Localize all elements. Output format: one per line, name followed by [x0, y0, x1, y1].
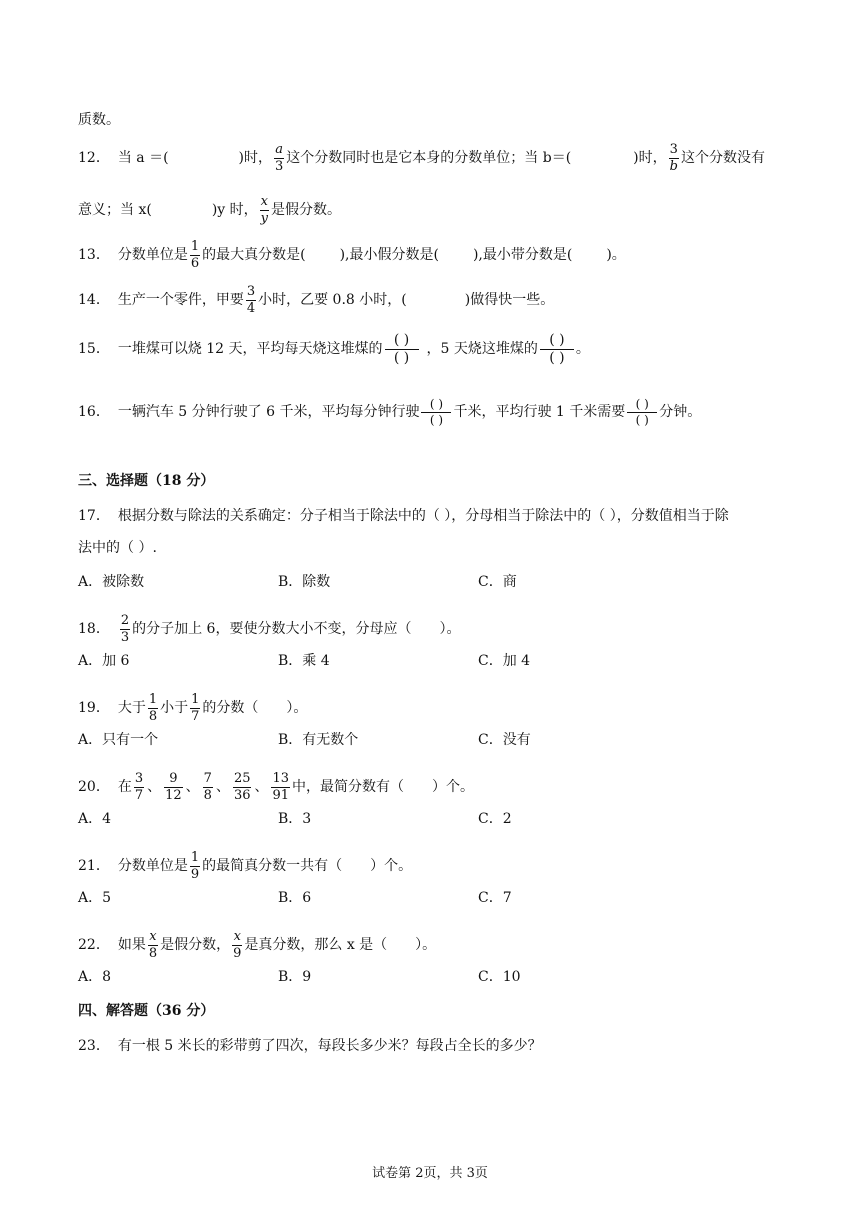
numerator-blank: ( )	[429, 397, 444, 411]
question-22	[78, 930, 790, 960]
denominator: 91	[272, 787, 290, 803]
q17-options	[78, 575, 790, 591]
question-17-continued	[78, 541, 790, 555]
option-b[interactable]: B．9	[278, 969, 312, 985]
option-b[interactable]: B．3	[278, 811, 312, 827]
option-b[interactable]: B．有无数个	[278, 732, 359, 748]
option-a[interactable]: A．8	[78, 969, 112, 985]
q16-text-1: 一辆汽车 5 分钟行驶了 6 千米，平均每分钟行驶	[117, 404, 420, 421]
numerator: 25	[233, 771, 251, 786]
question-number: 14．	[78, 292, 110, 309]
fraction	[190, 693, 200, 723]
q18-options	[78, 654, 790, 670]
numerator-blank: ( )	[635, 397, 649, 411]
question-number: 20．	[78, 779, 110, 796]
denominator-blank: ( )	[393, 349, 410, 366]
question-number: 19．	[78, 700, 110, 717]
q12-text-2: )时，	[238, 150, 273, 167]
q13-text-3: ),最小假分数是(	[339, 247, 439, 264]
question-number: 18．	[78, 621, 110, 638]
fraction	[148, 693, 158, 723]
denominator: 7	[134, 787, 144, 803]
q20-text-2: 中，最简分数有（ ）个。	[292, 779, 475, 796]
q16-text-2: 千米，平均行驶 1 千米需要	[453, 404, 626, 421]
question-12	[78, 143, 790, 173]
q12-text-1: 当 a ＝(	[117, 150, 169, 167]
fraction	[203, 772, 213, 802]
section-title: 三、选择题（18 分）	[78, 473, 215, 489]
denominator-blank: ( )	[429, 412, 444, 427]
numerator: x	[233, 929, 241, 944]
fraction	[120, 614, 130, 644]
denominator: b	[669, 158, 678, 174]
section-heading-solve	[78, 1004, 790, 1018]
option-a[interactable]: A．加 6	[78, 653, 130, 669]
question-18	[78, 614, 790, 644]
q12-text-6: 意义；当 x(	[78, 202, 152, 219]
list-separator: 、	[215, 779, 230, 796]
q17-text-1: 根据分数与除法的关系确定：分子相当于除法中的（ ），分母相当于除法中的（ ），分数值相当于除	[117, 508, 729, 524]
numerator-blank: ( )	[393, 332, 410, 348]
q14-text-1: 生产一个零件，甲要	[117, 292, 244, 309]
fraction-blank[interactable]	[385, 333, 419, 365]
question-14	[78, 285, 790, 315]
denominator: 6	[190, 255, 200, 271]
fraction	[669, 143, 679, 173]
fraction	[274, 143, 284, 173]
numerator-blank: ( )	[549, 332, 565, 348]
fraction	[232, 930, 242, 960]
q19-text-3: 的分数（ ）。	[202, 700, 308, 717]
numerator: 1	[148, 692, 158, 707]
q14-text-2: 小时，乙要 0.8 小时，(	[258, 292, 407, 309]
question-15	[78, 333, 790, 365]
question-number: 16．	[78, 404, 110, 421]
option-b[interactable]: B．乘 4	[278, 653, 330, 669]
q19-text-2: 小于	[160, 700, 189, 717]
option-c[interactable]: C．商	[478, 574, 517, 590]
question-16	[78, 398, 790, 426]
option-b[interactable]: B．6	[278, 890, 312, 906]
q22-text-3: 是真分数，那么 x 是（ ）。	[244, 937, 437, 954]
q17-text-2: 法中的（ ）.	[78, 540, 157, 556]
fraction-blank[interactable]	[421, 398, 451, 426]
question-number: 13．	[78, 247, 110, 264]
denominator: 9	[190, 866, 200, 882]
q13-text-2: 的最大真分数是(	[202, 247, 306, 264]
q13-text-4: ),最小带分数是(	[472, 247, 573, 264]
question-number: 12．	[78, 150, 110, 167]
option-a[interactable]: A．4	[78, 811, 112, 827]
q15-text-1: 一堆煤可以烧 12 天，平均每天烧这堆煤的	[117, 341, 383, 358]
denominator: 8	[148, 708, 158, 724]
denominator-blank: ( )	[549, 349, 565, 366]
fraction	[233, 772, 252, 802]
q12-text-8: 是假分数。	[271, 202, 341, 219]
denominator: 4	[246, 300, 256, 316]
numerator: 9	[169, 771, 178, 786]
q12-text-4: )时，	[633, 150, 667, 167]
denominator: 7	[191, 708, 200, 724]
q19-text-1: 大于	[117, 700, 146, 717]
q21-options	[78, 891, 790, 907]
q15-text-2: ，5 天烧这堆煤的	[426, 341, 538, 358]
fraction	[134, 772, 144, 802]
q19-options	[78, 733, 790, 749]
q21-text-1: 分数单位是	[117, 858, 188, 875]
option-c[interactable]: C．7	[478, 890, 512, 906]
numerator: 2	[120, 613, 130, 628]
fraction	[190, 240, 200, 270]
denominator: 9	[233, 945, 242, 961]
denominator: 3	[120, 629, 130, 645]
numerator: 1	[190, 850, 200, 865]
fraction	[190, 851, 200, 881]
page-footer: 试卷第 2页，共 3页	[372, 1166, 488, 1181]
question-number: 22．	[78, 937, 110, 954]
q12-text-5: 这个分数没有	[680, 150, 765, 167]
q22-options	[78, 970, 790, 986]
denominator: 12	[165, 787, 182, 803]
q13-text-5: )。	[606, 247, 626, 264]
numerator: 13	[272, 771, 290, 786]
q20-text-1: 在	[117, 779, 132, 796]
section-heading-choice	[78, 474, 790, 488]
numerator: 3	[669, 142, 678, 157]
q18-text-1: 的分子加上 6，要使分数大小不变，分母应（ ）。	[132, 621, 461, 638]
question-21	[78, 851, 790, 881]
q23-text: 有一根 5 米长的彩带剪了四次，每段长多少米？每段占全长的多少？	[117, 1038, 542, 1054]
denominator: 8	[148, 945, 158, 961]
list-separator: 、	[147, 779, 162, 796]
option-b[interactable]: B．除数	[278, 574, 331, 590]
numerator: 3	[134, 771, 144, 786]
q13-text-1: 分数单位是	[117, 247, 188, 264]
option-c[interactable]: C．2	[478, 811, 512, 827]
question-12-continued	[78, 195, 790, 225]
fraction	[271, 772, 290, 802]
carry-text-label: 质数。	[78, 112, 120, 128]
option-c[interactable]: C．加 4	[478, 653, 531, 669]
fraction	[246, 285, 256, 315]
option-c[interactable]: C．10	[478, 969, 521, 985]
question-number: 15．	[78, 341, 110, 358]
option-a[interactable]: A．5	[78, 890, 112, 906]
section-title: 四、解答题（36 分）	[78, 1003, 215, 1019]
numerator: 3	[246, 284, 256, 299]
option-a[interactable]: A．只有一个	[78, 732, 159, 748]
denominator: 8	[203, 787, 212, 803]
q14-text-3: )做得快一些。	[464, 292, 555, 309]
denominator: 3	[275, 158, 284, 174]
list-separator: 、	[254, 779, 269, 796]
question-19	[78, 693, 790, 723]
question-13	[78, 240, 790, 270]
q15-text-3: 。	[575, 341, 590, 358]
numerator: x	[260, 194, 268, 209]
numerator: x	[149, 929, 157, 944]
denominator: 36	[233, 787, 251, 803]
carry-text	[78, 113, 790, 127]
question-number: 21．	[78, 858, 110, 875]
list-separator: 、	[185, 779, 200, 796]
fraction	[148, 930, 158, 960]
q12-text-3: 这个分数同时也是它本身的分数单位；当 b＝(	[286, 150, 572, 167]
q20-options	[78, 812, 790, 828]
fraction	[164, 772, 183, 802]
q21-text-2: 的最简真分数一共有（ ）个。	[202, 858, 413, 875]
q22-text-2: 是假分数，	[160, 937, 231, 954]
question-17	[78, 509, 790, 523]
fraction-blank[interactable]	[627, 398, 657, 426]
fraction	[260, 195, 269, 225]
numerator: 7	[203, 771, 212, 786]
question-20	[78, 772, 790, 802]
option-c[interactable]: C．没有	[478, 732, 531, 748]
q22-text-1: 如果	[117, 937, 146, 954]
fraction-blank[interactable]	[540, 333, 574, 365]
option-a[interactable]: A．被除数	[78, 574, 145, 590]
question-23	[78, 1039, 790, 1053]
question-number: 17．	[78, 508, 110, 524]
numerator: 1	[191, 692, 200, 707]
denominator-blank: ( )	[635, 412, 649, 427]
q12-text-7: )y 时，	[211, 202, 258, 219]
denominator: y	[260, 210, 268, 226]
numerator: a	[275, 142, 284, 157]
question-number: 23．	[78, 1038, 110, 1054]
q16-text-3: 分钟。	[659, 404, 702, 421]
numerator: 1	[190, 239, 200, 254]
